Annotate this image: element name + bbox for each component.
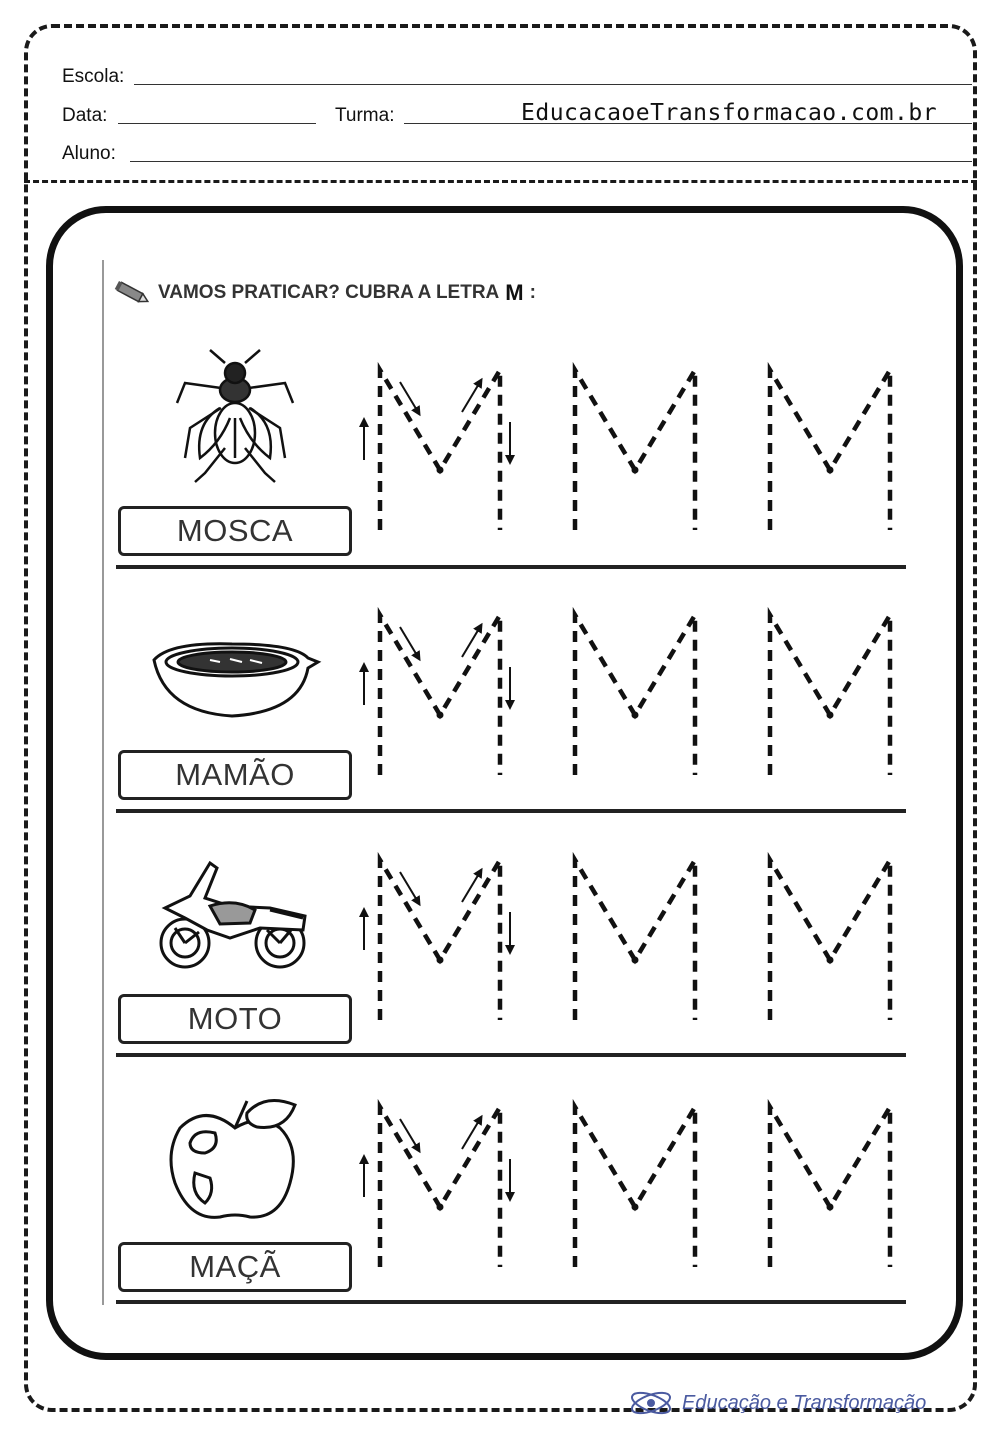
date-field[interactable]	[118, 123, 316, 124]
letter-m-tracing[interactable]	[350, 605, 910, 780]
fly-icon	[175, 348, 295, 483]
student-field[interactable]	[130, 161, 972, 162]
letter-m-tracing[interactable]	[350, 1097, 910, 1272]
word-box-mosca: MOSCA	[118, 506, 352, 556]
letter-m-tracing[interactable]	[350, 850, 910, 1025]
school-field[interactable]	[134, 84, 972, 85]
word-box-mamao: MAMÃO	[118, 750, 352, 800]
atom-logo-icon	[628, 1386, 674, 1420]
word-box-moto: MOTO	[118, 994, 352, 1044]
pencil-icon	[114, 280, 152, 306]
row-divider	[116, 565, 906, 569]
papaya-icon	[150, 632, 322, 722]
footer-brand-text: Educação e Transformação	[682, 1391, 927, 1414]
row-divider	[116, 1300, 906, 1304]
instruction-colon: :	[529, 282, 536, 303]
target-letter: M	[505, 280, 524, 305]
school-label: Escola:	[62, 66, 125, 87]
header-separator	[24, 180, 977, 183]
footer-brand	[628, 1386, 926, 1420]
row-divider	[116, 809, 906, 813]
motorcycle-icon	[155, 858, 310, 973]
date-label: Data:	[62, 105, 108, 126]
website-watermark: EducacaoeTransformacao.com.br	[521, 100, 938, 126]
student-label: Aluno:	[62, 143, 116, 164]
instruction-text: VAMOS PRATICAR? CUBRA A LETRA	[158, 282, 500, 303]
margin-rule	[102, 260, 104, 1305]
letter-m-tracing[interactable]	[350, 360, 910, 535]
row-divider	[116, 1053, 906, 1057]
word-box-maca: MAÇÃ	[118, 1242, 352, 1292]
apple-icon	[165, 1093, 305, 1223]
instruction	[114, 280, 536, 306]
class-label: Turma:	[335, 105, 395, 126]
